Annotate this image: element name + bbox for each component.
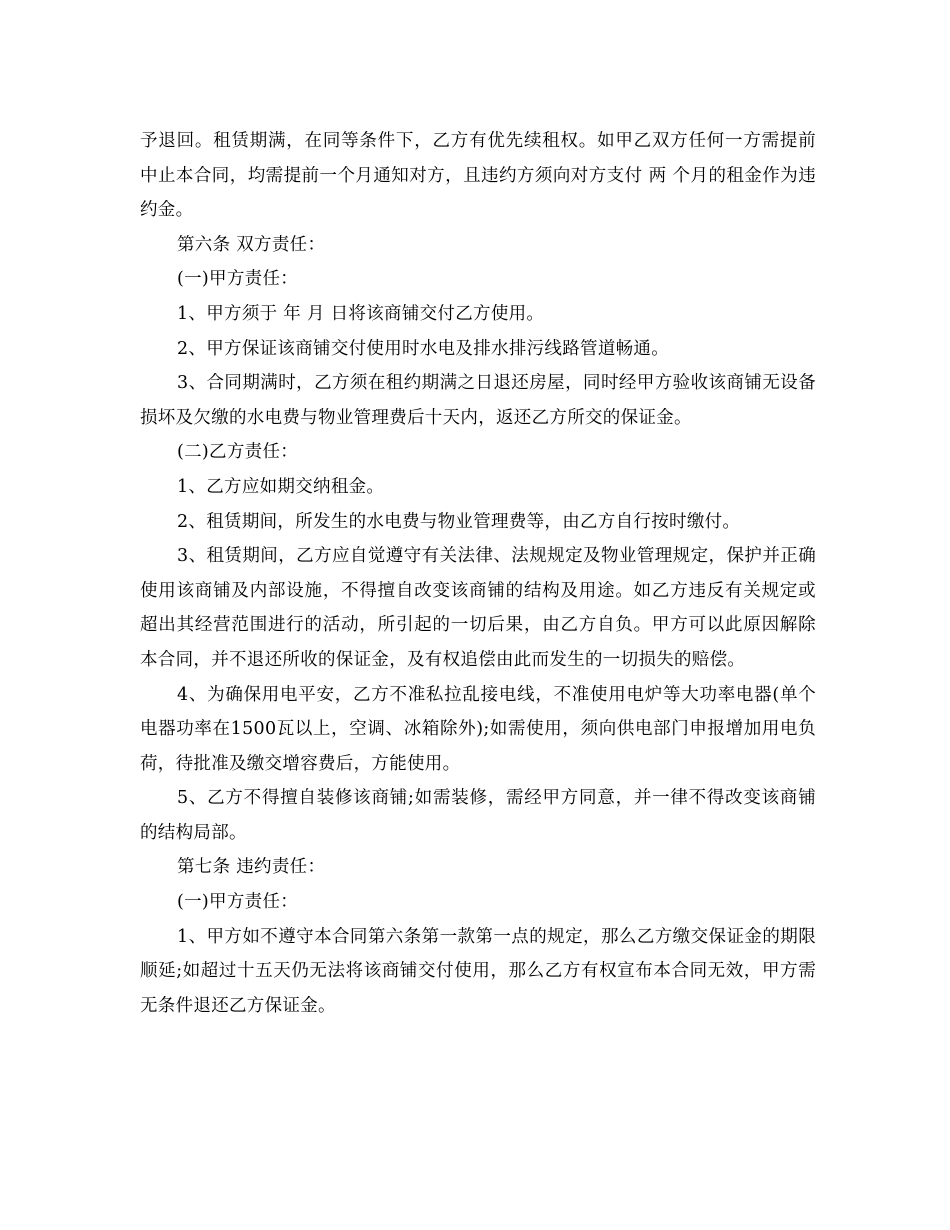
clause-b-5: 5、乙方不得擅自装修该商铺;如需装修，需经甲方同意，并一律不得改变该商铺的结构局部。 <box>140 788 816 843</box>
clause-a-1: 1、甲方须于 年 月 日将该商铺交付乙方使用。 <box>177 303 545 324</box>
section-party-a-liability: (一)甲方责任： <box>177 892 299 913</box>
clause-a-2: 2、甲方保证该商铺交付使用时水电及排水排污线路管道畅通。 <box>177 338 670 359</box>
paragraph-1: 予退回。租赁期满，在同等条件下，乙方有优先续租权。如甲乙双方任何一方需提前中止本合同，均需提前一个月通知对方，且违约方须向对方支付 两 个月的租金作为违约金。 <box>140 131 816 221</box>
article-7-heading: 第七条 违约责任： <box>177 857 326 878</box>
article-6-heading: 第六条 双方责任： <box>177 234 326 255</box>
clause-liability-a-1: 1、甲方如不遵守本合同第六条第一款第一点的规定，那么乙方缴交保证金的期限顺延;如超过十五天仍无法将该商铺交付使用，那么乙方有权宣布本合同无效，甲方需无条件退还乙方保证金。 <box>140 926 816 1016</box>
clause-a-3: 3、合同期满时，乙方须在租约期满之日退还房屋，同时经甲方验收该商铺无设备损坏及欠缴的水电费与物业管理费后十天内，返还乙方所交的保证金。 <box>140 373 816 428</box>
clause-b-1: 1、乙方应如期交纳租金。 <box>177 476 385 497</box>
section-party-b-responsibility: (二)乙方责任： <box>177 442 299 463</box>
clause-b-3: 3、租赁期间，乙方应自觉遵守有关法律、法规规定及物业管理规定，保护并正确使用该商铺及内部设施，不得擅自改变该商铺的结构及用途。如乙方违反有关规定或超出其经营范围进行的活动，所引起的一切后果，由乙方自负。甲方可以此原因解除本合同，并不退还所收的保证金，及有权追偿由此而发生的一切损失的赔偿。 <box>140 546 816 670</box>
clause-b-2: 2、租赁期间，所发生的水电费与物业管理费等，由乙方自行按时缴付。 <box>177 511 741 532</box>
clause-b-4: 4、为确保用电平安，乙方不准私拉乱接电线，不准使用电炉等大功率电器(单个电器功率在1500瓦以上，空调、冰箱除外);如需使用，须向供电部门申报增加用电负荷，待批准及缴交增容费后，方能使用。 <box>140 684 816 774</box>
section-party-a-responsibility: (一)甲方责任： <box>177 269 299 290</box>
